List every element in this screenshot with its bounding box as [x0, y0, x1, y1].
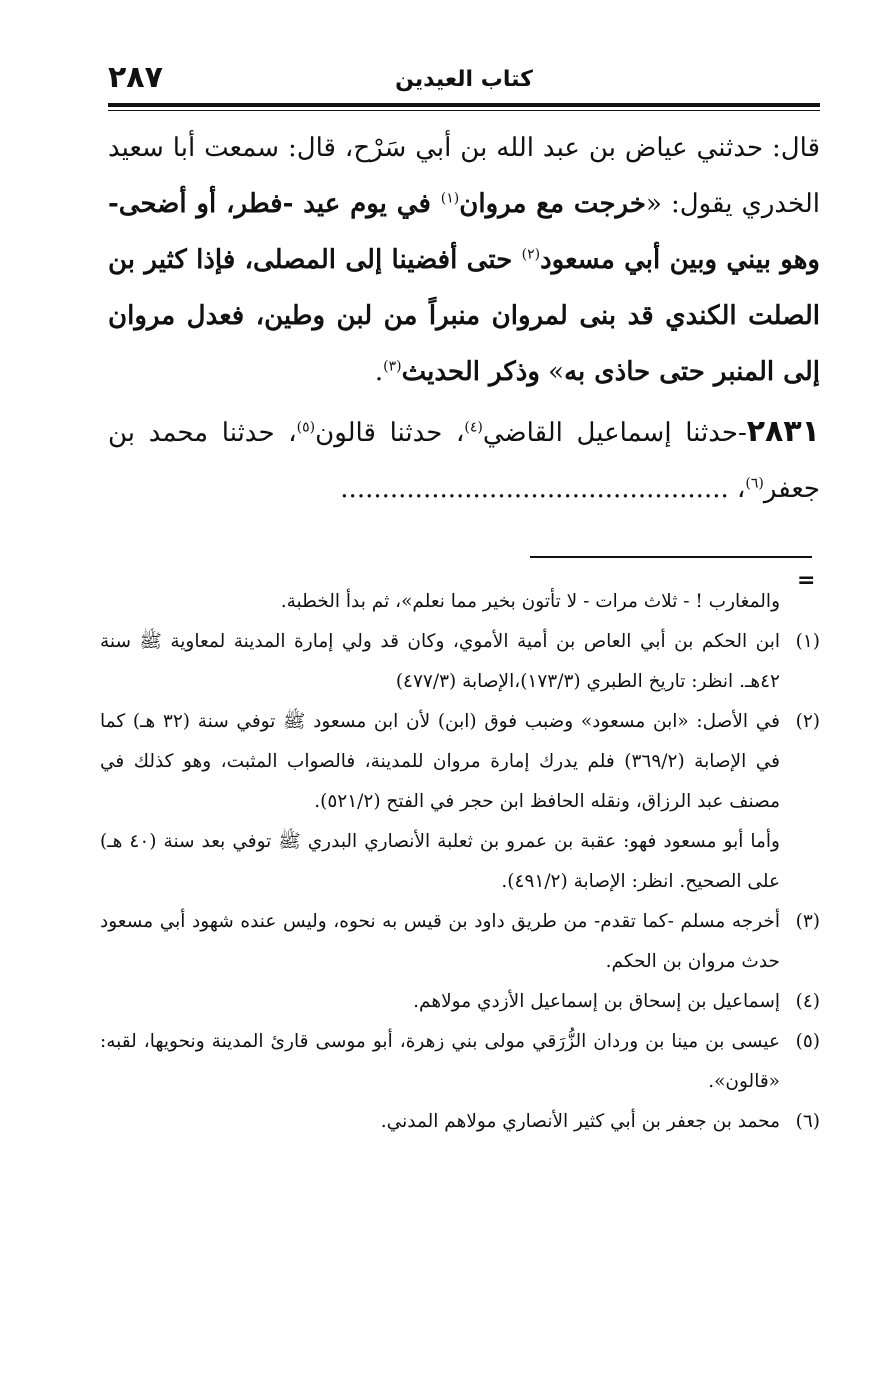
footnote-ref-3: (٣): [383, 358, 402, 375]
hadith-chain-text: -حدثنا إسماعيل القاضي: [482, 418, 747, 448]
footnote-text: أخرجه مسلم -كما تقدم- من طريق داود بن قيس به نحوه، وليس عنده شهود أبي مسعود حدث مروان بن الحكم.: [100, 911, 780, 972]
footnote-number: (١): [795, 631, 820, 652]
hadith-number: ٢٨٣١: [746, 414, 820, 449]
footnote-number: (٣): [795, 911, 820, 932]
header-rule-thick: [108, 103, 820, 107]
continuation-mark: =: [797, 568, 816, 593]
footnote-text: محمد بن جعفر بن أبي كثير الأنصاري مولاهم المدني.: [380, 1111, 780, 1132]
page-number: ٢٨٧: [108, 60, 163, 95]
footnote-number: (٤): [795, 991, 820, 1012]
hadith-chain-text: قال: حدثني عياض بن عبد الله بن أبي سَرْح، قال: سمعت أبا سعيد الخدري يقول: «: [108, 133, 821, 219]
hadith-2831-paragraph: [108, 404, 820, 517]
hadith-matn-bold: حتى أفضينا إلى المصلى، فإذا كثير بن الصلت الكندي قد بنى لمروان منبراً من لبن وطين، فعدل مروان إلى المنبر حتى حاذى به: [108, 245, 820, 387]
footnote-item: [100, 622, 820, 702]
hadith-chain-text: ، حدثنا محمد بن جعفر: [108, 418, 820, 504]
footnote-text: ابن الحكم بن أبي العاص بن أمية الأموي، وكان قد ولي إمارة المدينة لمعاوية ﷺ سنة ٤٢هـ. انظر: تاريخ الطبري (١٧٣/٣)،الإصابة (٤٧٧/٣): [100, 631, 780, 692]
running-title: كتاب العيدين: [395, 67, 533, 92]
footnote-text: في الأصل: «ابن مسعود» وضبب فوق (ابن) لأن ابن مسعود ﷺ توفي سنة (٣٢ هـ) كما في الإصابة (٣٦٩/٢) فلم يدرك إمارة مروان للمدينة، فالصواب المثبت، وهو كذلك في مصنف عبد الرزاق، ونقله الحافظ ابن حجر في الفتح (٥٢١/٢).: [100, 711, 780, 812]
main-text: [108, 120, 820, 517]
full-stop: .: [374, 357, 384, 387]
footnote-item: [100, 902, 820, 982]
footnote-item: [100, 822, 820, 902]
footnote-text: عيسى بن مينا بن وردان الزُّرَقي مولى بني زهرة، أبو موسى قارئ المدينة ونحويها، لقبه: «قالون».: [100, 1031, 780, 1092]
footnote-number: (٥): [795, 1031, 820, 1052]
footnote-ref-6: (٦): [745, 475, 764, 492]
hadith-chain-text: ، حدثنا قالون: [315, 418, 465, 448]
footnote-ref-2: (٢): [521, 246, 541, 263]
footnote-continued: والمغارب ! - ثلاث مرات - لا تأتون بخير مما نعلم»، ثم بدأ الخطبة.: [280, 591, 780, 612]
footnote-ref-1: (١): [440, 190, 460, 207]
footnote-ref-5: (٥): [296, 419, 316, 436]
hadith-matn-bold: في يوم عيد -فطر، أو أضحى- وهو بيني وبين أبي مسعود: [108, 189, 820, 275]
ellipsis-dots: ، ...............................................: [340, 474, 746, 504]
hadith-matn-bold: خرجت مع مروان: [459, 189, 646, 219]
footnote-number: (٢): [795, 711, 820, 732]
footnote-item: [100, 702, 820, 822]
footnote-separator: [530, 556, 812, 558]
footnote-item: [100, 1102, 820, 1142]
footnote-number: (٦): [795, 1111, 820, 1132]
footnotes: [100, 582, 820, 1142]
hadith-text-paragraph: [108, 120, 820, 400]
page-header: [108, 58, 820, 102]
closing-quote: »: [539, 357, 565, 387]
header-rule-thin: [108, 110, 820, 111]
hadith-matn-bold: وذكر الحديث: [401, 357, 540, 387]
footnote-text: وأما أبو مسعود فهو: عقبة بن عمرو بن ثعلبة الأنصاري البدري ﷺ توفي بعد سنة (٤٠ هـ) على الصحيح. انظر: الإصابة (٤٩١/٢).: [100, 831, 780, 892]
footnote-item: [100, 982, 820, 1022]
footnote-ref-4: (٤): [464, 419, 483, 436]
footnote-item: [100, 1022, 820, 1102]
footnote-text: إسماعيل بن إسحاق بن إسماعيل الأزدي مولاهم.: [413, 991, 780, 1012]
